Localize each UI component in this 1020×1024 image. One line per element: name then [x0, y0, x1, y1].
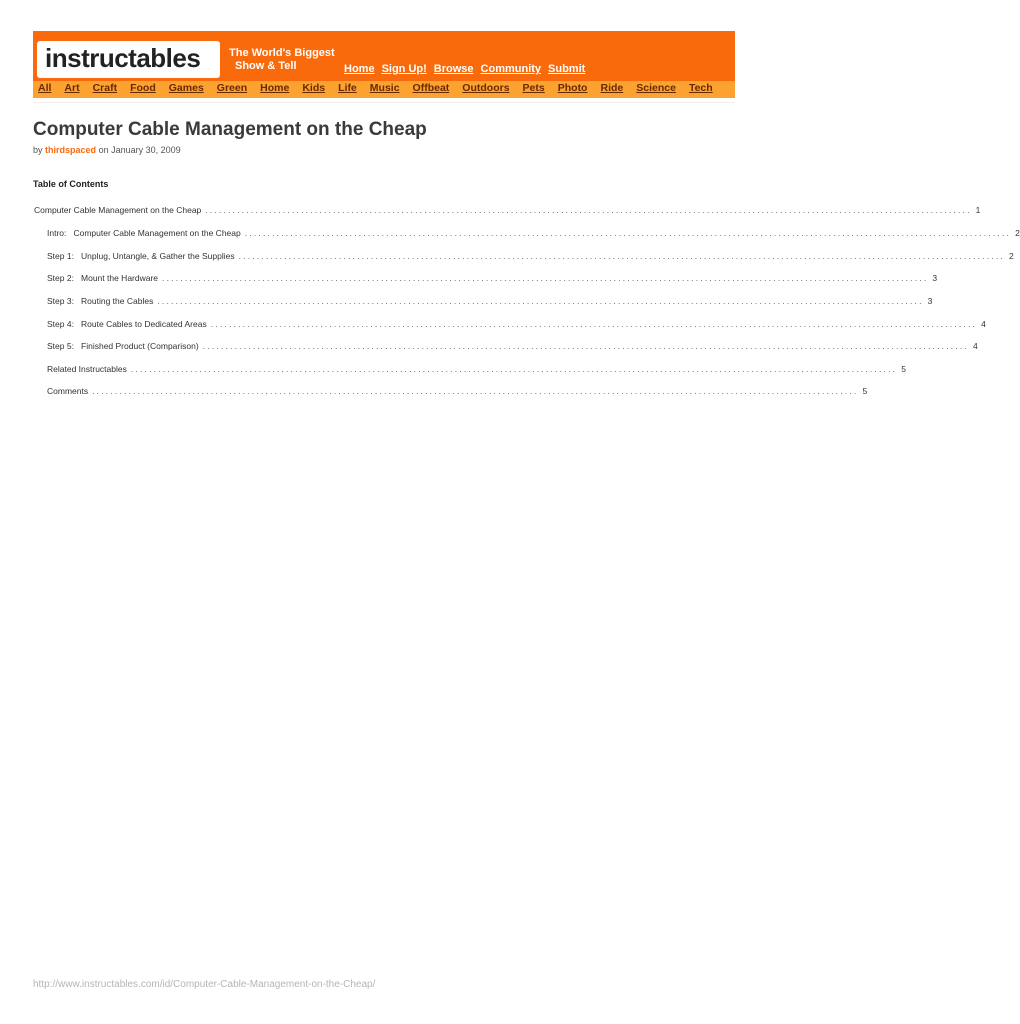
- toc-entry-label: Related Instructables: [47, 364, 127, 374]
- byline-prefix: by: [33, 145, 43, 155]
- category-link-life[interactable]: Life: [338, 82, 357, 94]
- toc-leader: ........................................................................................................................................................................: [202, 341, 969, 351]
- category-link-pets[interactable]: Pets: [522, 82, 545, 94]
- toc-entry-label: Step 3: Routing the Cables: [47, 296, 154, 306]
- nav-link-browse[interactable]: Browse: [433, 63, 474, 75]
- logo-text: instructables: [45, 43, 201, 73]
- toc-entry[interactable]: [47, 251, 1014, 261]
- toc-entry-page: 1: [975, 205, 981, 215]
- category-link-craft[interactable]: Craft: [92, 82, 118, 94]
- toc-leader: ........................................................................................................................................................................: [162, 273, 929, 283]
- category-link-art[interactable]: Art: [64, 82, 80, 94]
- page-title: Computer Cable Management on the Cheap: [33, 119, 427, 140]
- toc-leader: ........................................................................................................................................................................: [238, 251, 1005, 261]
- category-link-science[interactable]: Science: [636, 82, 676, 94]
- toc-entry[interactable]: [34, 205, 981, 215]
- toc-entry-page: 2: [1015, 228, 1020, 238]
- toc-entry[interactable]: [47, 341, 978, 351]
- category-link-offbeat[interactable]: Offbeat: [412, 82, 450, 94]
- nav-link-community[interactable]: Community: [480, 63, 542, 75]
- tagline: [229, 47, 335, 73]
- category-links: [38, 82, 713, 94]
- divider: [33, 102, 735, 103]
- category-link-tech[interactable]: Tech: [688, 82, 713, 94]
- category-link-food[interactable]: Food: [130, 82, 156, 94]
- nav-link-sign-up[interactable]: Sign Up!: [381, 63, 427, 75]
- nav-link-home[interactable]: Home: [344, 63, 375, 75]
- toc-entry[interactable]: [47, 319, 986, 329]
- toc-entry-page: 2: [1008, 251, 1014, 261]
- toc-leader: ........................................................................................................................................................................: [210, 319, 978, 329]
- toc-entry-label: Intro: Computer Cable Management on the Cheap: [47, 228, 241, 238]
- toc-heading: Table of Contents: [33, 179, 109, 189]
- toc-entry-label: Computer Cable Management on the Cheap: [34, 205, 202, 215]
- toc-entry-page: 3: [932, 273, 938, 283]
- toc-entry-label: Comments: [47, 386, 89, 396]
- tagline-line-1: The World's Biggest: [229, 47, 335, 59]
- category-link-green[interactable]: Green: [216, 82, 248, 94]
- toc-entry-page: 3: [927, 296, 933, 306]
- toc-entry-page: 4: [981, 319, 986, 329]
- top-nav: [344, 63, 585, 75]
- toc-leader: ........................................................................................................................................................................: [92, 386, 859, 396]
- footer-url[interactable]: http://www.instructables.com/id/Computer-Cable-Management-on-the-Cheap/: [33, 979, 376, 990]
- toc-leader: ........................................................................................................................................................................: [244, 228, 1012, 238]
- toc-entry[interactable]: [47, 273, 938, 283]
- category-link-ride[interactable]: Ride: [600, 82, 624, 94]
- toc-entry-page: 4: [973, 341, 978, 351]
- byline: [33, 145, 181, 155]
- toc-entry[interactable]: [47, 386, 868, 396]
- toc-entry[interactable]: [47, 364, 906, 374]
- toc-entry[interactable]: [47, 228, 1020, 238]
- category-link-all[interactable]: All: [38, 82, 52, 94]
- category-link-photo[interactable]: Photo: [557, 82, 588, 94]
- toc-entry-label: Step 2: Mount the Hardware: [47, 273, 159, 283]
- publish-date: on January 30, 2009: [98, 145, 181, 155]
- category-link-home[interactable]: Home: [260, 82, 290, 94]
- author-link[interactable]: thirdspaced: [45, 145, 97, 155]
- toc-entry-page: 5: [862, 386, 868, 396]
- category-bar: [33, 81, 735, 98]
- toc-leader: ........................................................................................................................................................................: [130, 364, 898, 374]
- toc-leader: ........................................................................................................................................................................: [205, 205, 972, 215]
- toc-entry[interactable]: [47, 296, 933, 306]
- toc-entry-label: Step 5: Finished Product (Comparison): [47, 341, 199, 351]
- site-logo[interactable]: [37, 41, 220, 78]
- tagline-line-2: Show & Tell: [235, 60, 297, 72]
- category-link-outdoors[interactable]: Outdoors: [462, 82, 510, 94]
- toc-leader: ........................................................................................................................................................................: [157, 296, 924, 306]
- toc-entry-label: Step 1: Unplug, Untangle, & Gather the Supplies: [47, 251, 235, 261]
- category-link-music[interactable]: Music: [369, 82, 400, 94]
- header-banner: [33, 31, 735, 81]
- nav-link-submit[interactable]: Submit: [548, 63, 586, 75]
- category-link-kids[interactable]: Kids: [302, 82, 326, 94]
- category-link-games[interactable]: Games: [168, 82, 204, 94]
- toc-entry-page: 5: [901, 364, 906, 374]
- toc-entry-label: Step 4: Route Cables to Dedicated Areas: [47, 319, 207, 329]
